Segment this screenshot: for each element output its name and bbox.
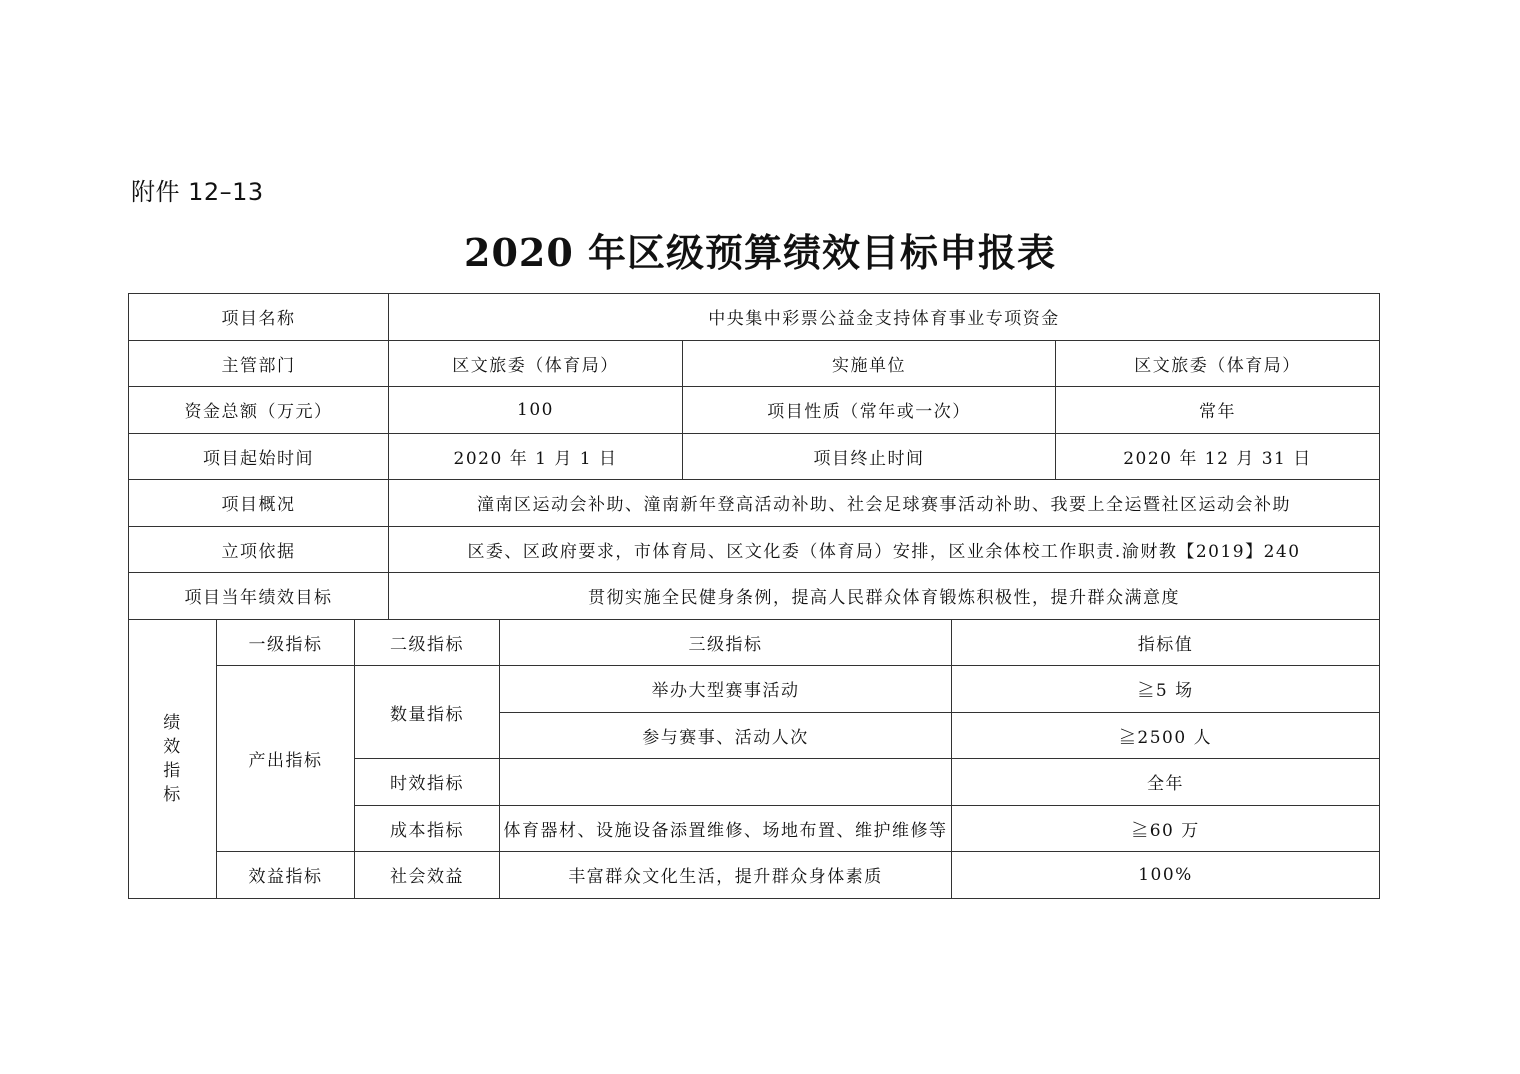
level3-cell: [500, 759, 952, 806]
level3-cell: 举办大型赛事活动: [500, 666, 952, 713]
level3-cell: 体育器材、设施设备添置维修、场地布置、维护维修等: [500, 805, 952, 852]
value-cell: ≧5 场: [952, 666, 1380, 713]
row-overview: [129, 480, 1380, 527]
fund-label: 资金总额（万元）: [129, 387, 389, 434]
start-value: 2020 年 1 月 1 日: [389, 433, 683, 480]
benefit-indicator-label: 效益指标: [217, 852, 355, 899]
attachment-number: 附件 12–13: [131, 178, 264, 206]
section-char-4: 标: [163, 784, 182, 805]
output-indicator-label: 产出指标: [217, 666, 355, 852]
end-value: 2020 年 12 月 31 日: [1056, 433, 1380, 480]
performance-indicators-label: [129, 619, 217, 898]
value-cell: 全年: [952, 759, 1380, 806]
header-value: 指标值: [952, 619, 1380, 666]
start-label: 项目起始时间: [129, 433, 389, 480]
end-label: 项目终止时间: [683, 433, 1056, 480]
row-dates: [129, 433, 1380, 480]
cost-indicator-label: 成本指标: [355, 805, 500, 852]
section-char-2: 效: [163, 736, 182, 757]
row-project-name: [129, 294, 1380, 341]
row-indicator-5: [129, 852, 1380, 899]
quantity-indicator-label: 数量指标: [355, 666, 500, 759]
row-basis: [129, 526, 1380, 573]
overview-label: 项目概况: [129, 480, 389, 527]
header-level3: 三级指标: [500, 619, 952, 666]
nature-label: 项目性质（常年或一次）: [683, 387, 1056, 434]
overview-value: 潼南区运动会补助、潼南新年登高活动补助、社会足球赛事活动补助、我要上全运暨社区运动会补助: [389, 480, 1380, 527]
value-cell: 100%: [952, 852, 1380, 899]
basis-value: 区委、区政府要求，市体育局、区文化委（体育局）安排，区业余体校工作职责.渝财教【2019】240: [389, 526, 1380, 573]
level3-cell: 丰富群众文化生活，提升群众身体素质: [500, 852, 952, 899]
impl-unit-label: 实施单位: [683, 340, 1056, 387]
row-indicator-headers: [129, 619, 1380, 666]
section-char-1: 绩: [163, 712, 182, 733]
row-goal: [129, 573, 1380, 620]
value-cell: ≧2500 人: [952, 712, 1380, 759]
project-name-value: 中央集中彩票公益金支持体育事业专项资金: [389, 294, 1380, 341]
header-level1: 一级指标: [217, 619, 355, 666]
social-benefit-label: 社会效益: [355, 852, 500, 899]
section-char-3: 指: [163, 760, 182, 781]
impl-unit-value: 区文旅委（体育局）: [1056, 340, 1380, 387]
level3-cell: 参与赛事、活动人次: [500, 712, 952, 759]
goal-value: 贯彻实施全民健身条例，提高人民群众体育锻炼积极性，提升群众满意度: [389, 573, 1380, 620]
dept-value: 区文旅委（体育局）: [389, 340, 683, 387]
basis-label: 立项依据: [129, 526, 389, 573]
dept-label: 主管部门: [129, 340, 389, 387]
row-department: [129, 340, 1380, 387]
goal-label: 项目当年绩效目标: [129, 573, 389, 620]
document-title: 2020 年区级预算绩效目标申报表: [464, 230, 1056, 275]
fund-value: 100: [389, 387, 683, 434]
nature-value: 常年: [1056, 387, 1380, 434]
timeliness-indicator-label: 时效指标: [355, 759, 500, 806]
project-name-label: 项目名称: [129, 294, 389, 341]
budget-performance-table: [128, 293, 1380, 899]
row-fund: [129, 387, 1380, 434]
header-level2: 二级指标: [355, 619, 500, 666]
row-indicator-1: [129, 666, 1380, 713]
value-cell: ≧60 万: [952, 805, 1380, 852]
